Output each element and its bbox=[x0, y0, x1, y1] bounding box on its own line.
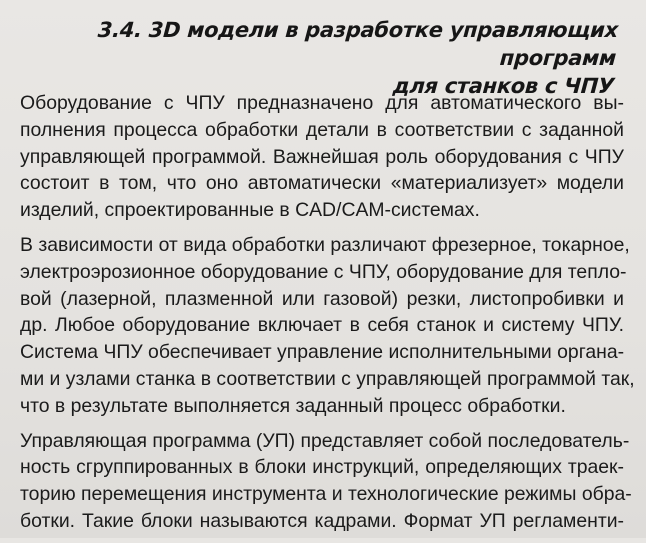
text-line: ботки. Такие блоки называются кадрами. Формат УП регламенти- bbox=[20, 509, 624, 532]
paragraph-2 bbox=[20, 232, 635, 420]
paragraph-3 bbox=[20, 428, 632, 535]
text-line: ми и узлами станка в соответствии с управляющей программой так, bbox=[20, 367, 635, 390]
text-line: Управляющая программа (УП) представляет собой последователь- bbox=[20, 429, 630, 452]
text-line: изделий, спроектированные в CAD/CAM-системах. bbox=[20, 199, 480, 222]
text-line: вой (лазерной, плазменной или газовой) резки, листопробивки и bbox=[20, 287, 624, 310]
text-line: ность сгруппированных в блоки инструкций, определяющих траек- bbox=[20, 456, 624, 479]
text-line: В зависимости от вида обработки различают фрезерное, токарное, bbox=[20, 233, 630, 256]
text-line: что в результате выполняется заданный процесс обработки. bbox=[20, 394, 566, 417]
section-heading-line-1: 3.4. 3D модели в разработке управляющих программ bbox=[97, 18, 619, 70]
section-heading bbox=[53, 16, 619, 100]
text-line: состоит в том, что оно автоматически «материализует» модели bbox=[20, 172, 624, 195]
body-text bbox=[20, 90, 635, 543]
text-line: Система ЧПУ обеспечивает управление исполнительными органа- bbox=[20, 341, 625, 364]
text-line: др. Любое оборудование включает в себя станок и систему ЧПУ. bbox=[20, 314, 624, 337]
text-line: полнения процесса обработки детали в соответствии с заданной bbox=[20, 118, 624, 141]
text-line: торию перемещения инструмента и технологические режимы обра- bbox=[20, 483, 632, 506]
text-line: Оборудование с ЧПУ предназначено для автоматического вы- bbox=[20, 92, 624, 114]
text-line: управляющей программой. Важнейшая роль оборудования с ЧПУ bbox=[20, 145, 624, 168]
text-line: электроэрозионное оборудование с ЧПУ, оборудование для тепло- bbox=[20, 260, 627, 283]
paragraph-1 bbox=[20, 90, 624, 224]
section-heading-line-2: для станков с ЧПУ bbox=[392, 74, 615, 98]
